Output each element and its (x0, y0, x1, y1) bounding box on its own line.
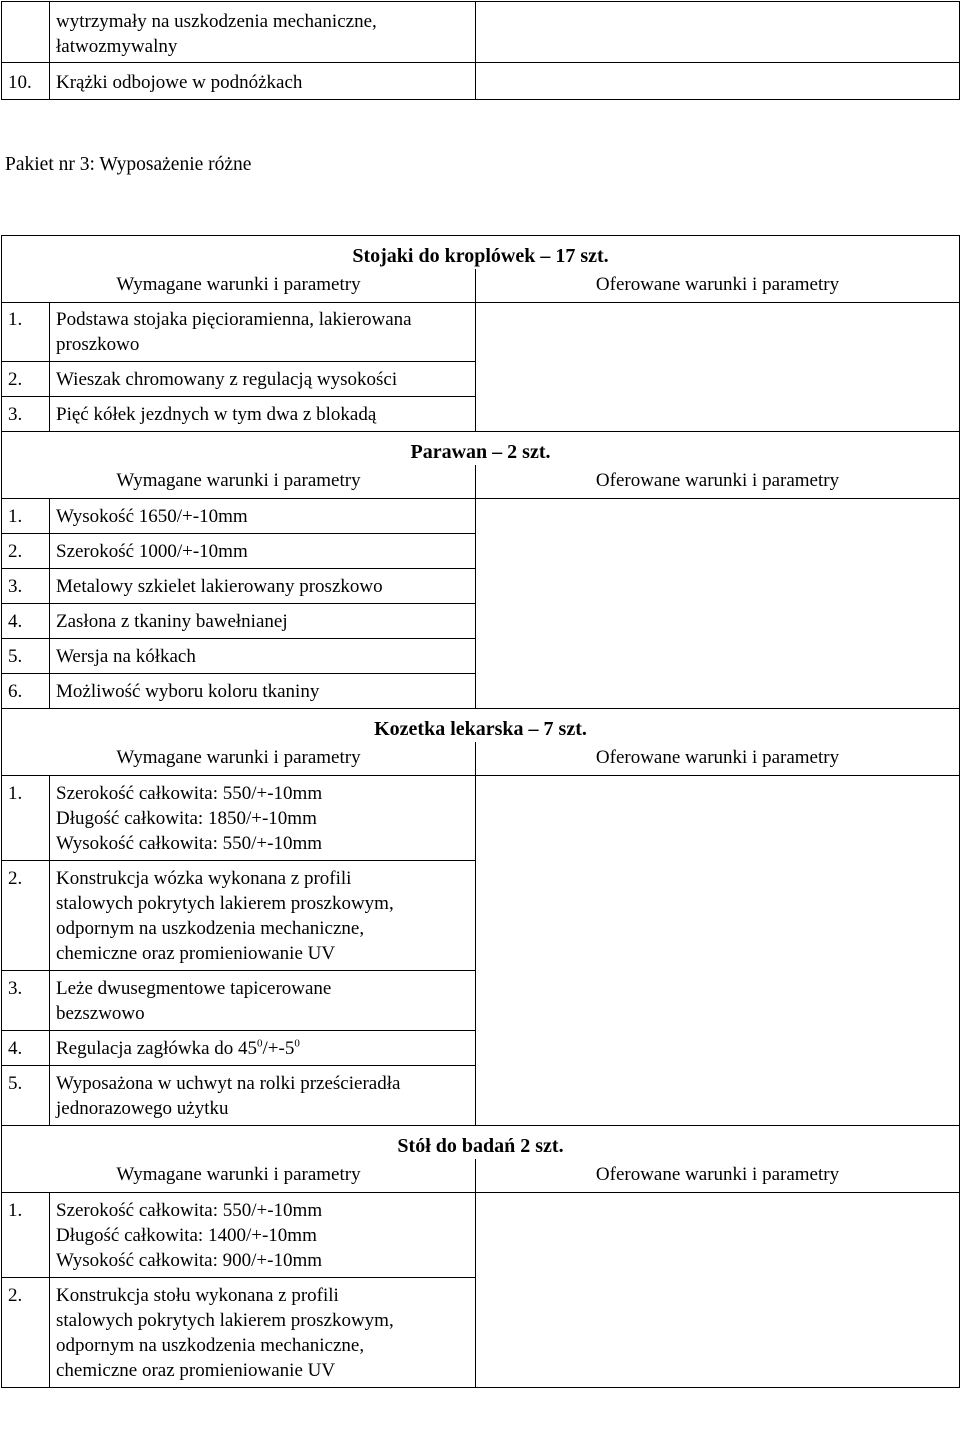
offered-cell (476, 2, 960, 63)
item-description: Szerokość całkowita: 550/+-10mm Długość całkowita: 1400/+-10mm Wysokość całkowita: 900/+-10mm (50, 1193, 476, 1278)
item-description: Metalowy szkielet lakierowany proszkowo (50, 569, 476, 604)
table-row (2, 63, 960, 100)
table-row: 3. Pięć kółek jezdnych w tym dwa z blokadą (2, 397, 960, 432)
required-header: Wymagane warunki i parametry (2, 1159, 476, 1193)
offered-cell (476, 776, 960, 1126)
table-row: 1. Szerokość całkowita: 550/+-10mm Długość całkowita: 1400/+-10mm Wysokość całkowita: 900/+-10mm (2, 1193, 960, 1278)
table-row: 4. Zasłona z tkaniny bawełnianej (2, 604, 960, 639)
item-description: Pięć kółek jezdnych w tym dwa z blokadą (50, 397, 476, 432)
table-row: 5. Wersja na kółkach (2, 639, 960, 674)
item-description: Wersja na kółkach (50, 639, 476, 674)
item-description: Wieszak chromowany z regulacją wysokości (50, 362, 476, 397)
table-row: 2. Wieszak chromowany z regulacją wysokości (2, 362, 960, 397)
offered-cell (476, 303, 960, 432)
table-row: 6. Możliwość wyboru koloru tkaniny (2, 674, 960, 709)
item-description: Wysokość 1650/+-10mm (50, 499, 476, 534)
item-description: Konstrukcja stołu wykonana z profili stalowych pokrytych lakierem proszkowym, odpornym na uszkodzenia mechaniczne, chemiczne oraz promieniowanie UV (50, 1278, 476, 1388)
item-description: Krążki odbojowe w podnóżkach (50, 63, 476, 100)
item-description: Konstrukcja wózka wykonana z profili stalowych pokrytych lakierem proszkowym, odpornym na uszkodzenia mechaniczne, chemiczne oraz promieniowanie UV (50, 861, 476, 971)
table-row: 2. Konstrukcja stołu wykonana z profili stalowych pokrytych lakierem proszkowym, odpornym na uszkodzenia mechaniczne, chemiczne oraz promieniowanie UV (2, 1278, 960, 1388)
item-number: 10. (2, 63, 50, 100)
table-row: 3. Leże dwusegmentowe tapicerowane bezszwowo (2, 971, 960, 1031)
pakiet-title: Pakiet nr 3: Wyposażenie różne (5, 154, 252, 175)
section-title: Parawan – 2 szt. (2, 432, 960, 466)
offered-cell (476, 63, 960, 100)
offered-cell (476, 1193, 960, 1388)
item-description: Zasłona z tkaniny bawełnianej (50, 604, 476, 639)
offered-cell (476, 499, 960, 709)
item-description: Leże dwusegmentowe tapicerowane bezszwowo (50, 971, 476, 1031)
top-table (1, 1, 960, 100)
item-number (2, 2, 50, 63)
table-row: 5. Wyposażona w uchwyt na rolki prześcieradła jednorazowego użytku (2, 1066, 960, 1126)
required-header: Wymagane warunki i parametry (2, 465, 476, 499)
table-row: 4. Regulacja zagłówka do $45^0/+-5^0$ (2, 1031, 960, 1066)
table-row: 3. Metalowy szkielet lakierowany proszkowo (2, 569, 960, 604)
item-description: Szerokość 1000/+-10mm (50, 534, 476, 569)
table-row: 1. Szerokość całkowita: 550/+-10mm Długość całkowita: 1850/+-10mm Wysokość całkowita: 550/+-10mm (2, 776, 960, 861)
table-row: 2. Szerokość 1000/+-10mm (2, 534, 960, 569)
table-row: 1. Wysokość 1650/+-10mm (2, 499, 960, 534)
offered-header: Oferowane warunki i parametry (476, 1159, 960, 1193)
section-title: Kozetka lekarska – 7 szt. (2, 709, 960, 743)
item-description: Podstawa stojaka pięcioramienna, lakierowana proszkowo (50, 303, 476, 362)
table-row (2, 2, 960, 63)
item-description: wytrzymały na uszkodzenia mechaniczne, łatwozmywalny (50, 2, 476, 63)
table-row: 1. Podstawa stojaka pięcioramienna, lakierowana proszkowo (2, 303, 960, 362)
table-row: 2. Konstrukcja wózka wykonana z profili stalowych pokrytych lakierem proszkowym, odpornym na uszkodzenia mechaniczne, chemiczne oraz promieniowanie UV (2, 861, 960, 971)
equipment-table (1, 235, 960, 1388)
table-header-row (2, 465, 960, 499)
required-header: Wymagane warunki i parametry (2, 269, 476, 303)
table-header-row (2, 742, 960, 776)
offered-header: Oferowane warunki i parametry (476, 465, 960, 499)
required-header: Wymagane warunki i parametry (2, 742, 476, 776)
offered-header: Oferowane warunki i parametry (476, 269, 960, 303)
section-title: Stół do badań 2 szt. (2, 1126, 960, 1160)
table-header-row (2, 1159, 960, 1193)
item-description: Wyposażona w uchwyt na rolki prześcieradła jednorazowego użytku (50, 1066, 476, 1126)
table-header-row (2, 269, 960, 303)
section-title: Stojaki do kroplówek – 17 szt. (2, 236, 960, 270)
offered-header: Oferowane warunki i parametry (476, 742, 960, 776)
item-description: Regulacja zagłówka do $45^0/+-5^0$ (50, 1031, 476, 1066)
item-description: Szerokość całkowita: 550/+-10mm Długość całkowita: 1850/+-10mm Wysokość całkowita: 550/+-10mm (50, 776, 476, 861)
item-description: Możliwość wyboru koloru tkaniny (50, 674, 476, 709)
